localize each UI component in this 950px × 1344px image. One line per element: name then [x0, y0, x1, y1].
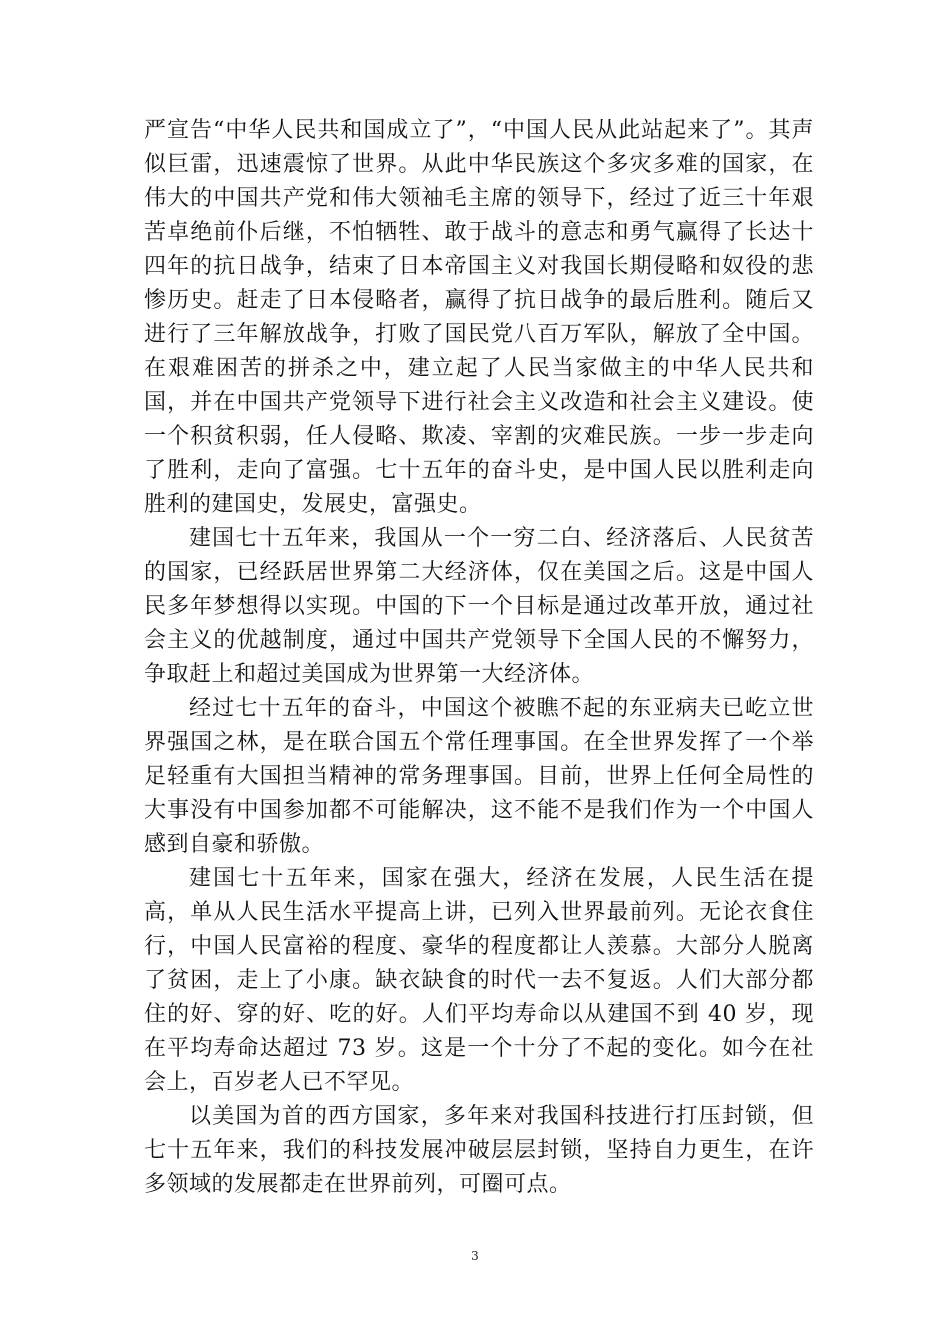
paragraph-2: 建国七十五年来，我国从一个一穷二白、经济落后、人民贫苦的国家，已经跃居世界第二大经济体，仅在美国之后。这是中国人民多年梦想得以实现。中国的下一个目标是通过改革开放，通过社会主义的优越制度，通过中国共产党领导下全国人民的不懈努力，争取赶上和超过美国成为世界第一大经济体。: [144, 526, 814, 687]
paragraph-5: 以美国为首的西方国家，多年来对我国科技进行打压封锁，但七十五年来，我们的科技发展冲破层层封锁，坚持自力更生，在许多领域的发展都走在世界前列，可圈可点。: [144, 1104, 814, 1197]
paragraph-3: 经过七十五年的奋斗，中国这个被瞧不起的东亚病夫已屹立世界强国之林，是在联合国五个常任理事国。在全世界发挥了一个举足轻重有大国担当精神的常务理事国。目前，世界上任何全局性的大事没有中国参加都不可能解决，这不能不是我们作为一个中国人感到自豪和骄傲。: [144, 696, 814, 857]
page-number: 3: [471, 1249, 479, 1263]
paragraph-1: 严宣告“中华人民共和国成立了”，“中国人民从此站起来了”。其声似巨雷，迅速震惊了世界。从此中华民族这个多灾多难的国家，在伟大的中国共产党和伟大领袖毛主席的领导下，经过了近三十年艰苦卓绝前仆后继，不怕牺牲、敢于战斗的意志和勇气赢得了长达十四年的抗日战争，结束了日本帝国主义对我国长期侵略和奴役的悲惨历史。赶走了日本侵略者，赢得了抗日战争的最后胜利。随后又进行了三年解放战争，打败了国民党八百万军队，解放了全中国。在艰难困苦的拼杀之中，建立起了人民当家做主的中华人民共和国，并在中国共产党领导下进行社会主义改造和社会主义建设。使一个积贫积弱，任人侵略、欺凌、宰割的灾难民族。一步一步走向了胜利，走向了富强。七十五年的奋斗史，是中国人民以胜利走向胜利的建国史，发展史，富强史。: [144, 118, 814, 517]
document-body: [144, 114, 814, 1202]
paragraph-4: 建国七十五年来，国家在强大，经济在发展，人民生活在提高，单从人民生活水平提高上讲，已列入世界最前列。无论衣食住行，中国人民富裕的程度、豪华的程度都让人羡慕。大部分人脱离了贫困，走上了小康。缺衣缺食的时代一去不复返。人们大部分都住的好、穿的好、吃的好。人们平均寿命以从建国不到 40 岁，现在平均寿命达超过 73 岁。这是一个十分了不起的变化。如今在社会上，百岁老人已不罕见。: [144, 866, 814, 1095]
